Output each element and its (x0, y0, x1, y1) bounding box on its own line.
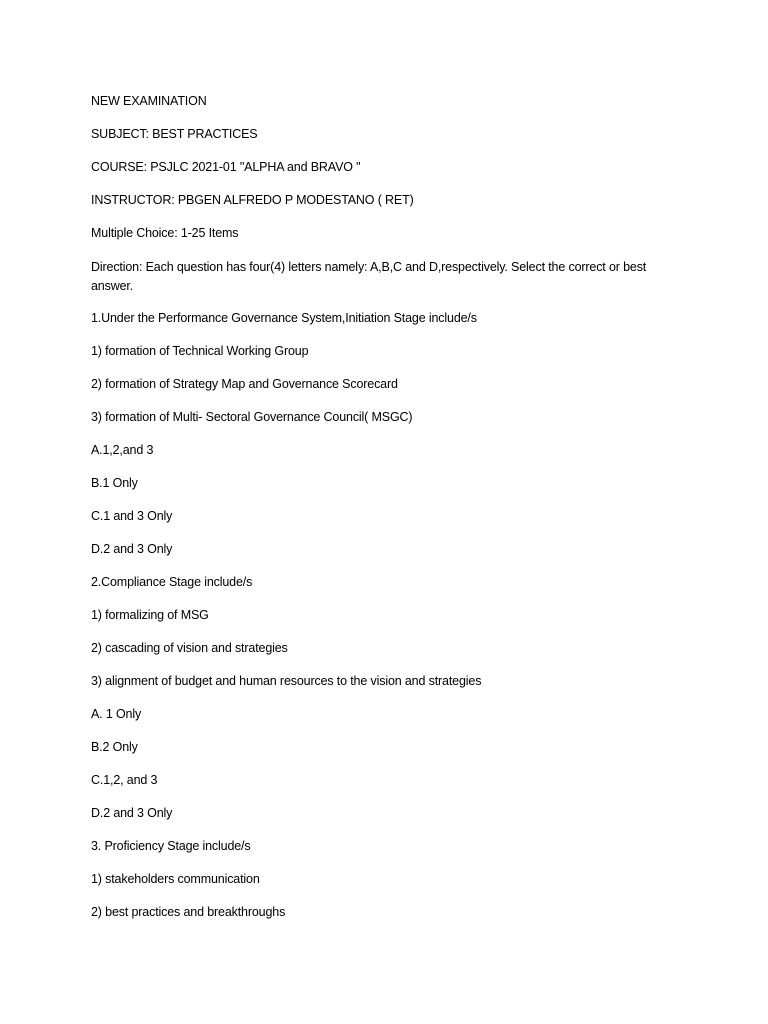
question-1-choice-c: C.1 and 3 Only (91, 509, 173, 523)
document-body (91, 93, 681, 937)
question-2-choice-b: B.2 Only (91, 740, 138, 754)
question-1-item: 1) formation of Technical Working Group (91, 344, 309, 358)
question-2-choice-d: D.2 and 3 Only (91, 806, 173, 820)
question-1: 1.Under the Performance Governance System,Initiation Stage include/s (91, 311, 477, 325)
question-2-item: 3) alignment of budget and human resources to the vision and strategies (91, 674, 482, 688)
subject-line: SUBJECT: BEST PRACTICES (91, 127, 258, 141)
question-2: 2.Compliance Stage include/s (91, 575, 253, 589)
question-3-item: 2) best practices and breakthroughs (91, 905, 286, 919)
course-line: COURSE: PSJLC 2021-01 "ALPHA and BRAVO " (91, 160, 361, 174)
question-2-item: 1) formalizing of MSG (91, 608, 209, 622)
direction-paragraph: Direction: Each question has four(4) letters namely: A,B,C and D,respectively. Select the correct or best answer. (91, 260, 647, 293)
multiple-choice-line: Multiple Choice: 1-25 Items (91, 226, 239, 240)
exam-heading: NEW EXAMINATION (91, 94, 207, 108)
question-2-item: 2) cascading of vision and strategies (91, 641, 288, 655)
instructor-line: INSTRUCTOR: PBGEN ALFREDO P MODESTANO ( RET) (91, 193, 414, 207)
question-2-choice-c: C.1,2, and 3 (91, 773, 158, 787)
question-3-item: 1) stakeholders communication (91, 872, 260, 886)
question-1-item: 2) formation of Strategy Map and Governance Scorecard (91, 377, 398, 391)
question-1-choice-b: B.1 Only (91, 476, 138, 490)
question-1-item: 3) formation of Multi- Sectoral Governance Council( MSGC) (91, 410, 413, 424)
question-1-choice-d: D.2 and 3 Only (91, 542, 173, 556)
question-2-choice-a: A. 1 Only (91, 707, 142, 721)
question-1-choice-a: A.1,2,and 3 (91, 443, 154, 457)
question-3: 3. Proficiency Stage include/s (91, 839, 251, 853)
